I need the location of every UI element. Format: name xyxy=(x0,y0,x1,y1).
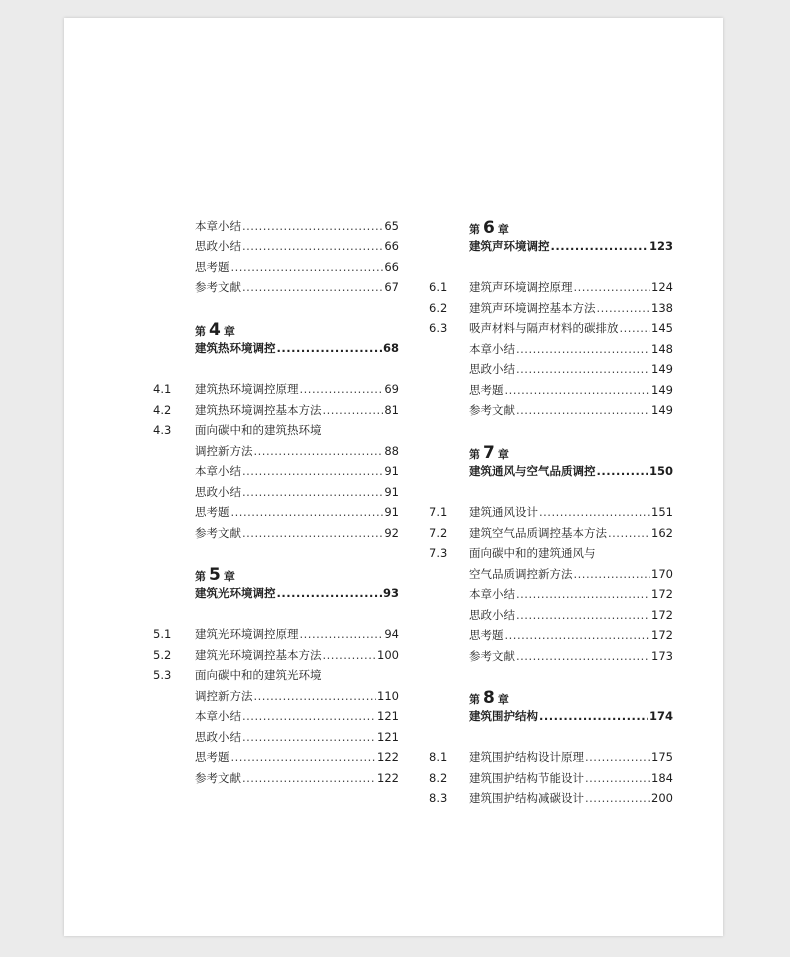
chapter-number: 5 xyxy=(209,565,221,585)
chapter-page: 68 xyxy=(382,341,399,355)
chapter-zhang: 章 xyxy=(497,693,509,706)
entry-title: 建筑声环境调控基本方法 xyxy=(469,301,596,315)
entry-page: 67 xyxy=(384,280,399,294)
chapter-zhang: 章 xyxy=(223,570,235,583)
entry-title: 面向碳中和的建筑热环境 xyxy=(195,423,322,437)
entry-title: 建筑光环境调控基本方法 xyxy=(195,648,322,662)
chapter-zhang: 章 xyxy=(223,325,235,338)
entry-title: 思政小结 xyxy=(195,239,241,253)
chapter-page: 174 xyxy=(648,709,673,723)
entry-title: 建筑围护结构设计原理 xyxy=(469,750,584,764)
section-number: 7.3 xyxy=(429,546,448,560)
entry-title: 调控新方法 xyxy=(195,689,253,703)
entry-page: 122 xyxy=(377,750,399,764)
entry-title: 吸声材料与隔声材料的碳排放 xyxy=(469,321,619,335)
section-number: 8.3 xyxy=(429,791,448,805)
entry-page: 145 xyxy=(651,321,673,335)
entry-page: 148 xyxy=(651,342,673,356)
entry-title: 本章小结 xyxy=(469,587,515,601)
chapter-page: 93 xyxy=(382,586,399,600)
entry-page: 91 xyxy=(384,485,399,499)
entry-title: 参考文献 xyxy=(469,403,515,417)
entry-page: 65 xyxy=(384,219,399,233)
chapter-title: 建筑通风与空气品质调控 xyxy=(469,464,596,478)
section-number: 4.1 xyxy=(153,382,172,396)
entry-title: 思考题 xyxy=(195,260,230,274)
section-number: 5.1 xyxy=(153,627,172,641)
entry-title: 本章小结 xyxy=(195,709,241,723)
section-number: 4.2 xyxy=(153,403,172,417)
entry-page: 91 xyxy=(384,464,399,478)
entry-page: 124 xyxy=(651,280,673,294)
chapter-title: 建筑光环境调控 xyxy=(195,586,276,600)
entry-title: 参考文献 xyxy=(469,649,515,663)
chapter-number: 7 xyxy=(483,443,495,463)
entry-page: 91 xyxy=(384,505,399,519)
entry-title: 建筑通风设计 xyxy=(469,505,538,519)
entry-page: 81 xyxy=(384,403,399,417)
entry-title: 思政小结 xyxy=(469,608,515,622)
entry-title: 思政小结 xyxy=(195,485,241,499)
entry-page: 172 xyxy=(651,628,673,642)
entry-page: 149 xyxy=(651,383,673,397)
entry-page: 122 xyxy=(377,771,399,785)
entry-page: 66 xyxy=(384,260,399,274)
chapter-di: 第 xyxy=(469,693,480,706)
entry-title: 建筑围护结构减碳设计 xyxy=(469,791,584,805)
entry-title: 思政小结 xyxy=(469,362,515,376)
entry-title: 思政小结 xyxy=(195,730,241,744)
entry-title: 思考题 xyxy=(469,628,504,642)
entry-page: 100 xyxy=(377,648,399,662)
entry-title: 面向碳中和的建筑通风与 xyxy=(469,546,596,560)
entry-page: 69 xyxy=(384,382,399,396)
entry-page: 172 xyxy=(651,608,673,622)
entry-title: 建筑热环境调控基本方法 xyxy=(195,403,322,417)
section-number: 7.1 xyxy=(429,505,448,519)
chapter-title: 建筑声环境调控 xyxy=(469,239,550,253)
section-number: 6.1 xyxy=(429,280,448,294)
entry-title: 调控新方法 xyxy=(195,444,253,458)
entry-page: 138 xyxy=(651,301,673,315)
entry-page: 121 xyxy=(377,709,399,723)
chapter-di: 第 xyxy=(195,570,206,583)
entry-title: 建筑空气品质调控基本方法 xyxy=(469,526,607,540)
entry-title: 思考题 xyxy=(195,750,230,764)
entry-title: 本章小结 xyxy=(195,219,241,233)
chapter-number: 8 xyxy=(483,688,495,708)
entry-title: 空气品质调控新方法 xyxy=(469,567,573,581)
chapter-number: 4 xyxy=(209,320,221,340)
entry-page: 66 xyxy=(384,239,399,253)
entry-title: 建筑声环境调控原理 xyxy=(469,280,573,294)
entry-page: 149 xyxy=(651,403,673,417)
entry-title: 建筑围护结构节能设计 xyxy=(469,771,584,785)
entry-title: 本章小结 xyxy=(469,342,515,356)
section-number: 7.2 xyxy=(429,526,448,540)
entry-page: 175 xyxy=(651,750,673,764)
entry-page: 149 xyxy=(651,362,673,376)
chapter-di: 第 xyxy=(469,223,480,236)
entry-title: 思考题 xyxy=(469,383,504,397)
section-number: 8.2 xyxy=(429,771,448,785)
entry-title: 参考文献 xyxy=(195,771,241,785)
entry-page: 172 xyxy=(651,587,673,601)
entry-title: 参考文献 xyxy=(195,526,241,540)
section-number: 6.3 xyxy=(429,321,448,335)
chapter-title: 建筑围护结构 xyxy=(469,709,538,723)
entry-title: 面向碳中和的建筑光环境 xyxy=(195,668,322,682)
entry-page: 151 xyxy=(651,505,673,519)
entry-title: 本章小结 xyxy=(195,464,241,478)
chapter-zhang: 章 xyxy=(497,448,509,461)
chapter-title: 建筑热环境调控 xyxy=(195,341,276,355)
section-number: 4.3 xyxy=(153,423,172,437)
entry-page: 170 xyxy=(651,567,673,581)
chapter-page: 123 xyxy=(648,239,673,253)
entry-page: 88 xyxy=(384,444,399,458)
chapter-zhang: 章 xyxy=(497,223,509,236)
section-number: 6.2 xyxy=(429,301,448,315)
section-number: 8.1 xyxy=(429,750,448,764)
section-number: 5.2 xyxy=(153,648,172,662)
entry-page: 110 xyxy=(377,689,399,703)
entry-page: 121 xyxy=(377,730,399,744)
chapter-di: 第 xyxy=(195,325,206,338)
entry-page: 173 xyxy=(651,649,673,663)
section-number: 5.3 xyxy=(153,668,172,682)
toc-page xyxy=(64,18,723,936)
entry-page: 94 xyxy=(384,627,399,641)
entry-page: 162 xyxy=(651,526,673,540)
entry-title: 思考题 xyxy=(195,505,230,519)
chapter-number: 6 xyxy=(483,218,495,238)
entry-title: 建筑热环境调控原理 xyxy=(195,382,299,396)
entry-page: 184 xyxy=(651,771,673,785)
chapter-di: 第 xyxy=(469,448,480,461)
entry-page: 200 xyxy=(651,791,673,805)
entry-page: 92 xyxy=(384,526,399,540)
entry-title: 建筑光环境调控原理 xyxy=(195,627,299,641)
chapter-page: 150 xyxy=(648,464,673,478)
entry-title: 参考文献 xyxy=(195,280,241,294)
